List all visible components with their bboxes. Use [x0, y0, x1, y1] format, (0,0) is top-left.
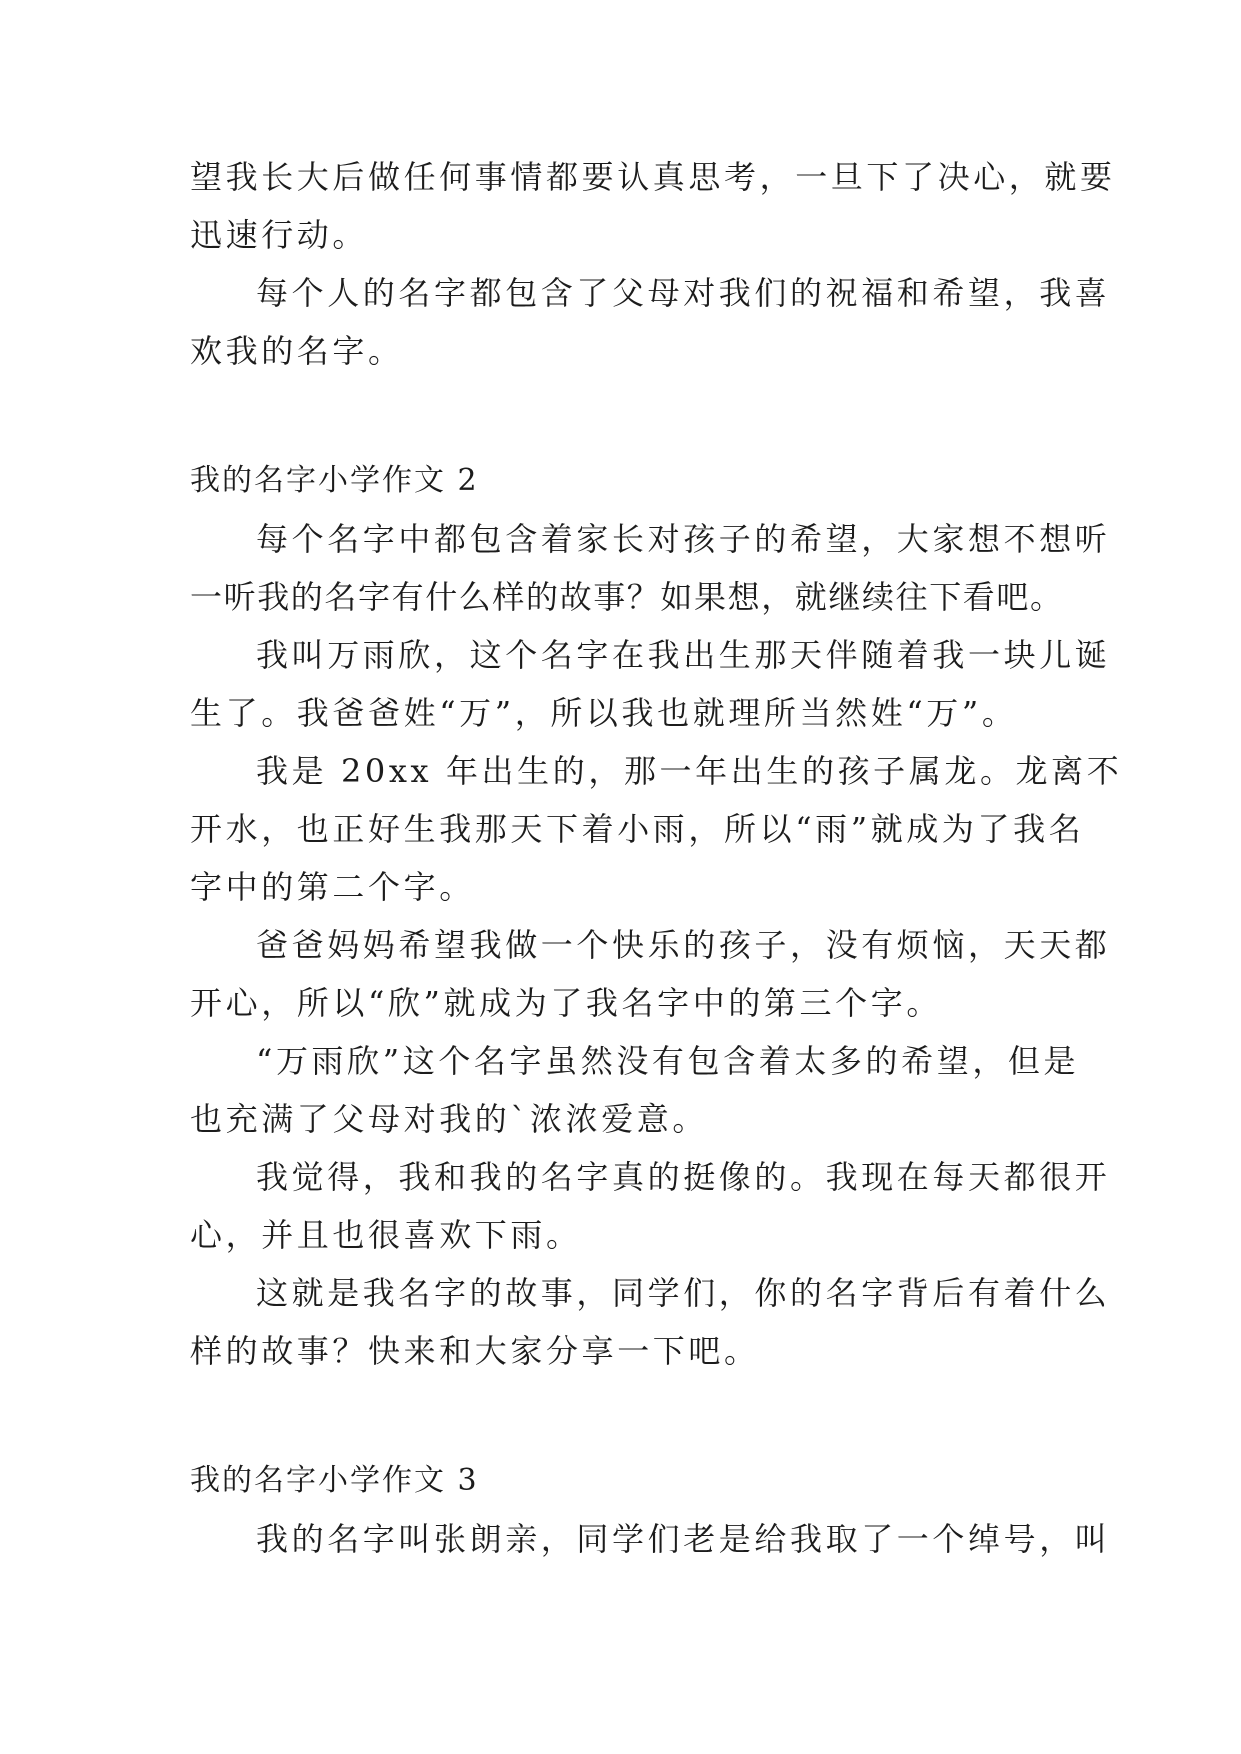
text-line: 望我长大后做任何事情都要认真思考，一旦下了决心，就要 — [190, 158, 1116, 196]
paragraph — [190, 742, 1123, 916]
text-line: 我的名字叫张朗亲，同学们老是给我取了一个绰号，叫 — [256, 1520, 1111, 1558]
paragraph — [190, 148, 1116, 264]
text-line: 也充满了父母对我的`浓浓爱意。 — [190, 1100, 709, 1138]
paragraph — [190, 1148, 1111, 1264]
text-line: 欢我的名字。 — [190, 332, 404, 370]
text-line: 我是 20xx 年出生的，那一年出生的孩子属龙。龙离不 — [256, 752, 1123, 790]
text-line: 爸爸妈妈希望我做一个快乐的孩子，没有烦恼，天天都 — [256, 926, 1111, 964]
text-line: 迅速行动。 — [190, 216, 369, 254]
paragraph — [190, 916, 1111, 1032]
text-line: “万雨欣”这个名字虽然没有包含着太多的希望，但是 — [256, 1042, 1080, 1080]
text-line: 每个名字中都包含着家长对孩子的希望，大家想不想听 — [256, 520, 1111, 558]
text-line: 样的故事？快来和大家分享一下吧。 — [190, 1332, 760, 1370]
paragraph — [190, 264, 1111, 380]
paragraph — [190, 1264, 1111, 1380]
text-line: 每个人的名字都包含了父母对我们的祝福和希望，我喜 — [256, 274, 1111, 312]
text-line: 我叫万雨欣，这个名字在我出生那天伴随着我一块儿诞 — [256, 636, 1111, 674]
paragraph — [190, 626, 1111, 742]
text-line: 生了。我爸爸姓“万”，所以我也就理所当然姓“万”。 — [190, 694, 1018, 732]
section-heading: 我的名字小学作文 2 — [190, 463, 479, 498]
text-line: 字中的第二个字。 — [190, 868, 475, 906]
text-line: 这就是我名字的故事，同学们，你的名字背后有着什么 — [256, 1274, 1111, 1312]
paragraph — [190, 510, 1111, 626]
document-body — [190, 148, 1123, 1568]
text-line: 开心，所以“欣”就成为了我名字中的第三个字。 — [190, 984, 942, 1022]
section-heading: 我的名字小学作文 3 — [190, 1463, 479, 1498]
text-line: 开水，也正好生我那天下着小雨，所以“雨”就成为了我名 — [190, 810, 1085, 848]
text-line: 我觉得，我和我的名字真的挺像的。我现在每天都很开 — [256, 1158, 1111, 1196]
text-line: 心，并且也很喜欢下雨。 — [190, 1216, 582, 1254]
paragraph — [190, 1510, 1111, 1568]
paragraph — [190, 1032, 1080, 1148]
text-line: 一听我的名字有什么样的故事？如果想，就继续往下看吧。 — [190, 578, 1064, 616]
